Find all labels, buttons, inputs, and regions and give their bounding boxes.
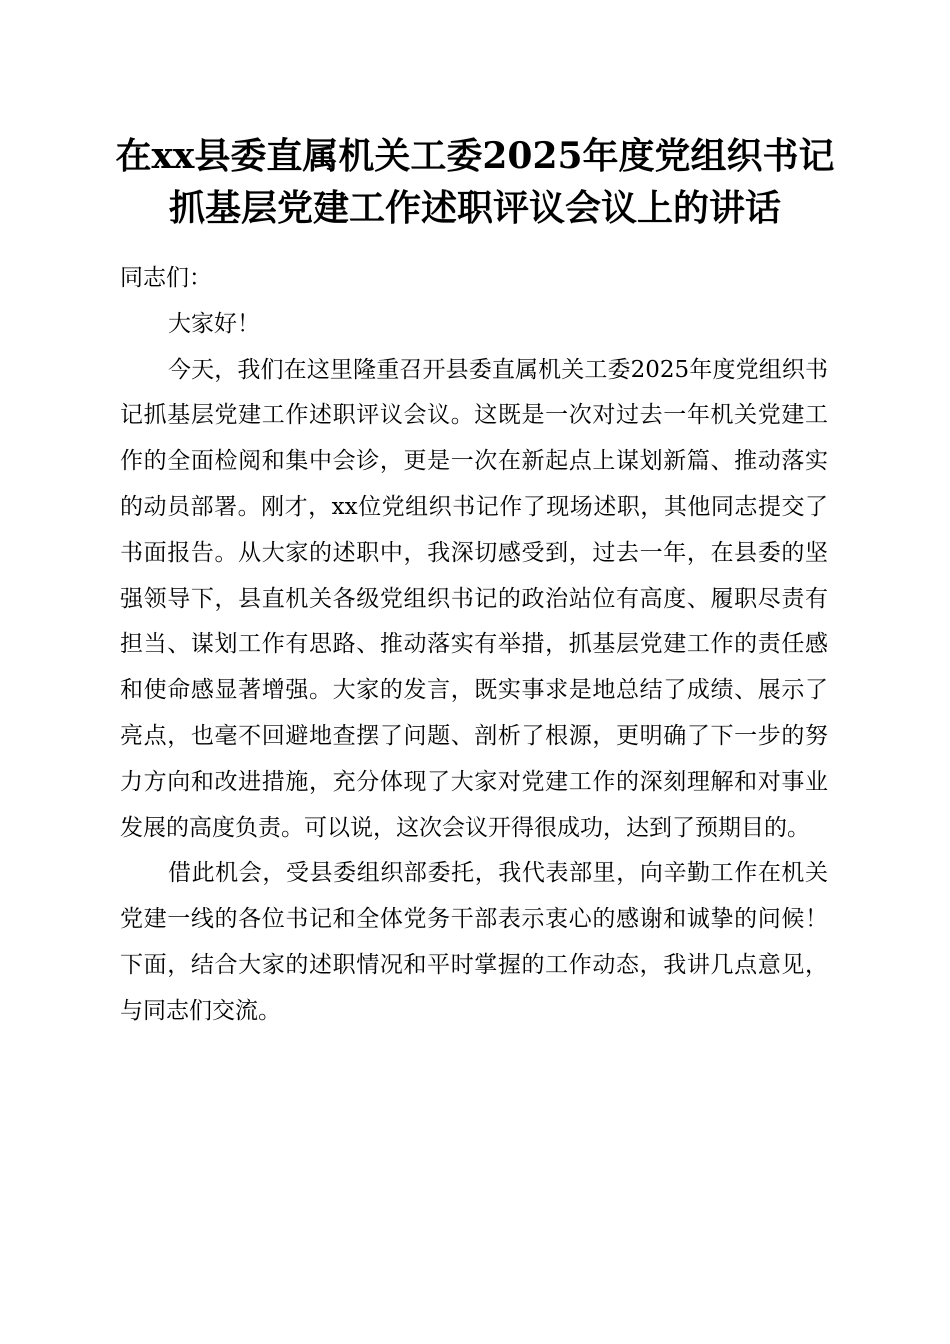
document-title-line-2: 抓基层党建工作述职评议会议上的讲话 <box>168 187 781 229</box>
salutation: 同志们： <box>120 265 212 291</box>
paragraph-opening: 今天，我们在这里隆重召开县委直属机关工委2025年度党组织书记抓基层党建工作述职评议会议。这既是一次对过去一年机关党建工作的全面检阅和集中会诊，更是一次在新起点上谋划新篇、推动落实的动员部署。刚才，xx位党组织书记作了现场述职，其他同志提交了书面报告。从大家的述职中，我深切感受到，过去一年，在县委的坚强领导下，县直机关各级党组织书记的政治站位有高度、履职尽责有担当、谋划工作有思路、推动落实有举措，抓基层党建工作的责任感和使命感显著增强。大家的发言，既实事求是地总结了成绩、展示了亮点，也毫不回避地查摆了问题、剖析了根源，更明确了下一步的努力方向和改进措施，充分体现了大家对党建工作的深刻理解和对事业发展的高度负责。可以说，这次会议开得很成功，达到了预期目的。 <box>120 356 828 841</box>
document-title <box>0 130 950 234</box>
document-title-line-1: 在xx县委直属机关工委2025年度党组织书记 <box>115 135 835 177</box>
document-body <box>120 256 828 1035</box>
paragraph-thanks: 借此机会，受县委组织部委托，我代表部里，向辛勤工作在机关党建一线的各位书记和全体党务干部表示衷心的感谢和诚挚的问候！下面，结合大家的述职情况和平时掌握的工作动态，我讲几点意见，与同志们交流。 <box>120 860 828 1024</box>
paragraph-greeting: 大家好！ <box>168 310 260 337</box>
